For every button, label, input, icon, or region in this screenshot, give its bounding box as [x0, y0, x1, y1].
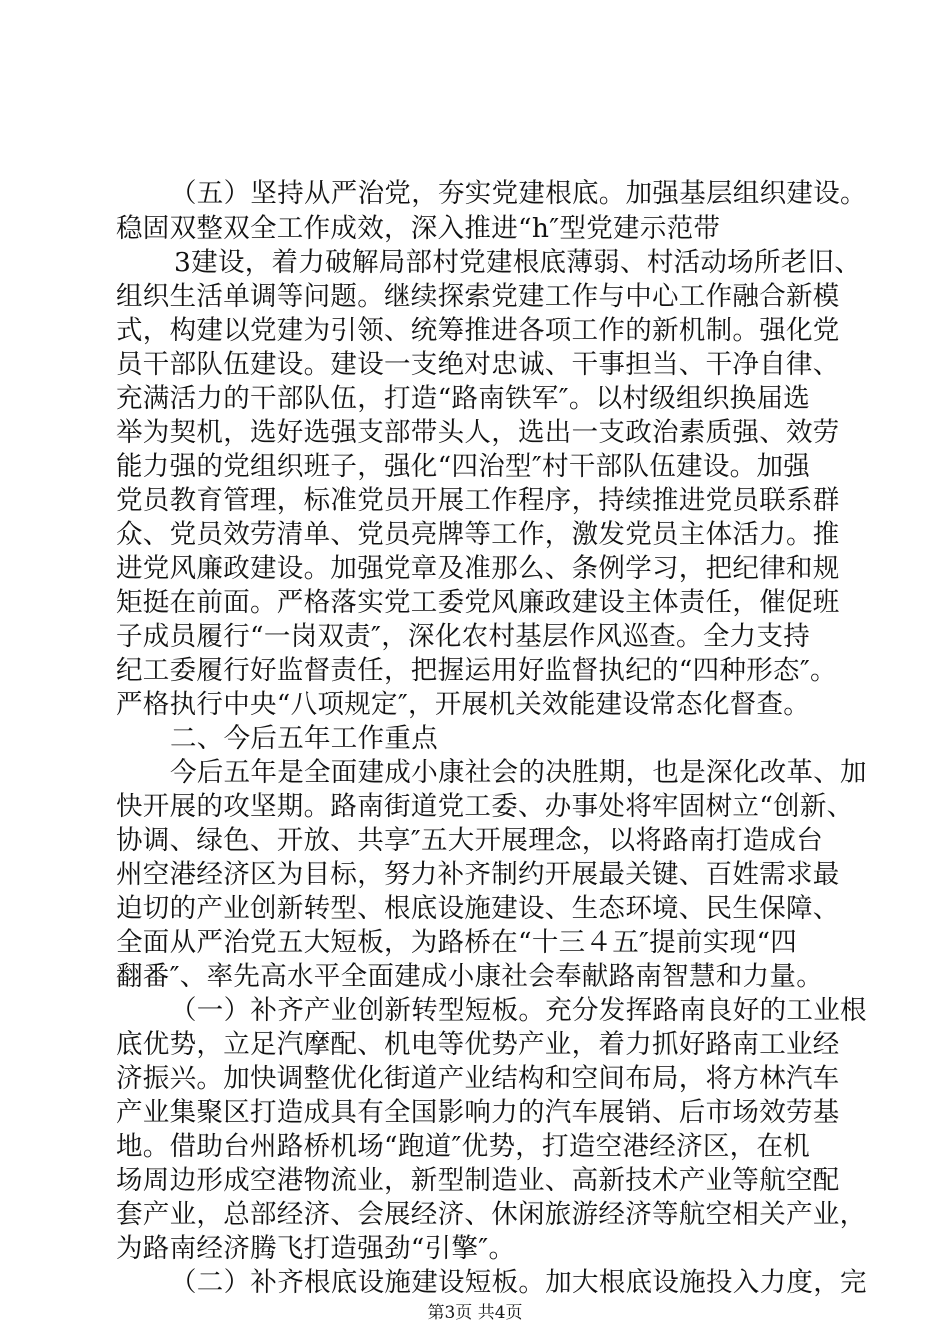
text-line: 进党风廉政建设。加强党章及准那么、条例学习，把纪律和规: [116, 553, 840, 584]
text-line: 组织生活单调等问题。继续探索党建工作与中心工作融合新模: [116, 281, 840, 312]
text-line: 稳固双整双全工作成效，深入推进“h″型党建示范带: [116, 213, 721, 244]
text-line: 迫切的产业创新转型、根底设施建设、生态环境、民生保障、: [116, 893, 840, 924]
text-line: 3建设，着力破解局部村党建根底薄弱、村活动场所老旧、: [174, 247, 862, 278]
text-line: 纪工委履行好监督责任，把握运用好监督执纪的“四种形态″。: [116, 655, 837, 686]
text-line: 严格执行中央“八项规定″，开展机关效能建设常态化督查。: [116, 689, 811, 720]
text-line: （一）补齐产业创新转型短板。充分发挥路南良好的工业根: [170, 995, 867, 1026]
text-line: 州空港经济区为目标，努力补齐制约开展最关键、百姓需求最: [116, 859, 840, 890]
text-line: 举为契机，选好选强支部带头人，选出一支政治素质强、效劳: [116, 417, 840, 448]
text-line: 底优势，立足汽摩配、机电等优势产业，着力抓好路南工业经: [116, 1029, 840, 1060]
text-line: 全面从严治党五大短板，为路桥在“十三４五″提前实现“四: [116, 927, 798, 958]
section-heading: 二、今后五年工作重点: [170, 723, 438, 754]
text-line: 式，构建以党建为引领、统筹推进各项工作的新机制。强化党: [116, 315, 840, 346]
text-line: 济振兴。加快调整优化街道产业结构和空间布局，将方林汽车: [116, 1063, 840, 1094]
text-line: 子成员履行“一岗双责″，深化农村基层作风巡查。全力支持: [116, 621, 811, 652]
text-line: 能力强的党组织班子，强化“四治型″村干部队伍建设。加强: [116, 451, 811, 482]
text-line: 充满活力的干部队伍，打造“路南铁军″。以村级组织换届选: [116, 383, 811, 414]
text-line: 员干部队伍建设。建设一支绝对忠诚、干事担当、干净自律、: [116, 349, 840, 380]
text-line: 地。借助台州路桥机场“跑道″优势，打造空港经济区，在机: [116, 1131, 811, 1162]
text-line: （五）坚持从严治党，夯实党建根底。加强基层组织建设。: [170, 178, 867, 209]
text-line: 党员教育管理，标准党员开展工作程序，持续推进党员联系群: [116, 485, 840, 516]
text-line: 今后五年是全面建成小康社会的决胜期，也是深化改革、加: [170, 757, 867, 788]
text-line: 协调、绿色、开放、共享″五大开展理念，以将路南打造成台: [116, 825, 823, 856]
text-line: 产业集聚区打造成具有全国影响力的汽车展销、后市场效劳基: [116, 1097, 840, 1128]
text-line: 套产业，总部经济、会展经济、休闲旅游经济等航空相关产业，: [116, 1199, 867, 1230]
text-line: 为路南经济腾飞打造强劲“引擎″。: [116, 1233, 516, 1264]
text-line: 场周边形成空港物流业，新型制造业、高新技术产业等航空配: [116, 1165, 840, 1196]
text-line: 翻番″、率先高水平全面建成小康社会奉献路南智慧和力量。: [116, 961, 823, 992]
text-line: 快开展的攻坚期。路南街道党工委、办事处将牢固树立“创新、: [116, 791, 854, 822]
text-line: （二）补齐根底设施建设短板。加大根底设施投入力度，完: [170, 1267, 867, 1298]
text-line: 矩挺在前面。严格落实党工委党风廉政建设主体责任，催促班: [116, 587, 840, 618]
page-number-footer: 第3页 共4页: [427, 1303, 523, 1323]
text-line: 众、党员效劳清单、党员亮牌等工作，激发党员主体活力。推: [116, 519, 840, 550]
